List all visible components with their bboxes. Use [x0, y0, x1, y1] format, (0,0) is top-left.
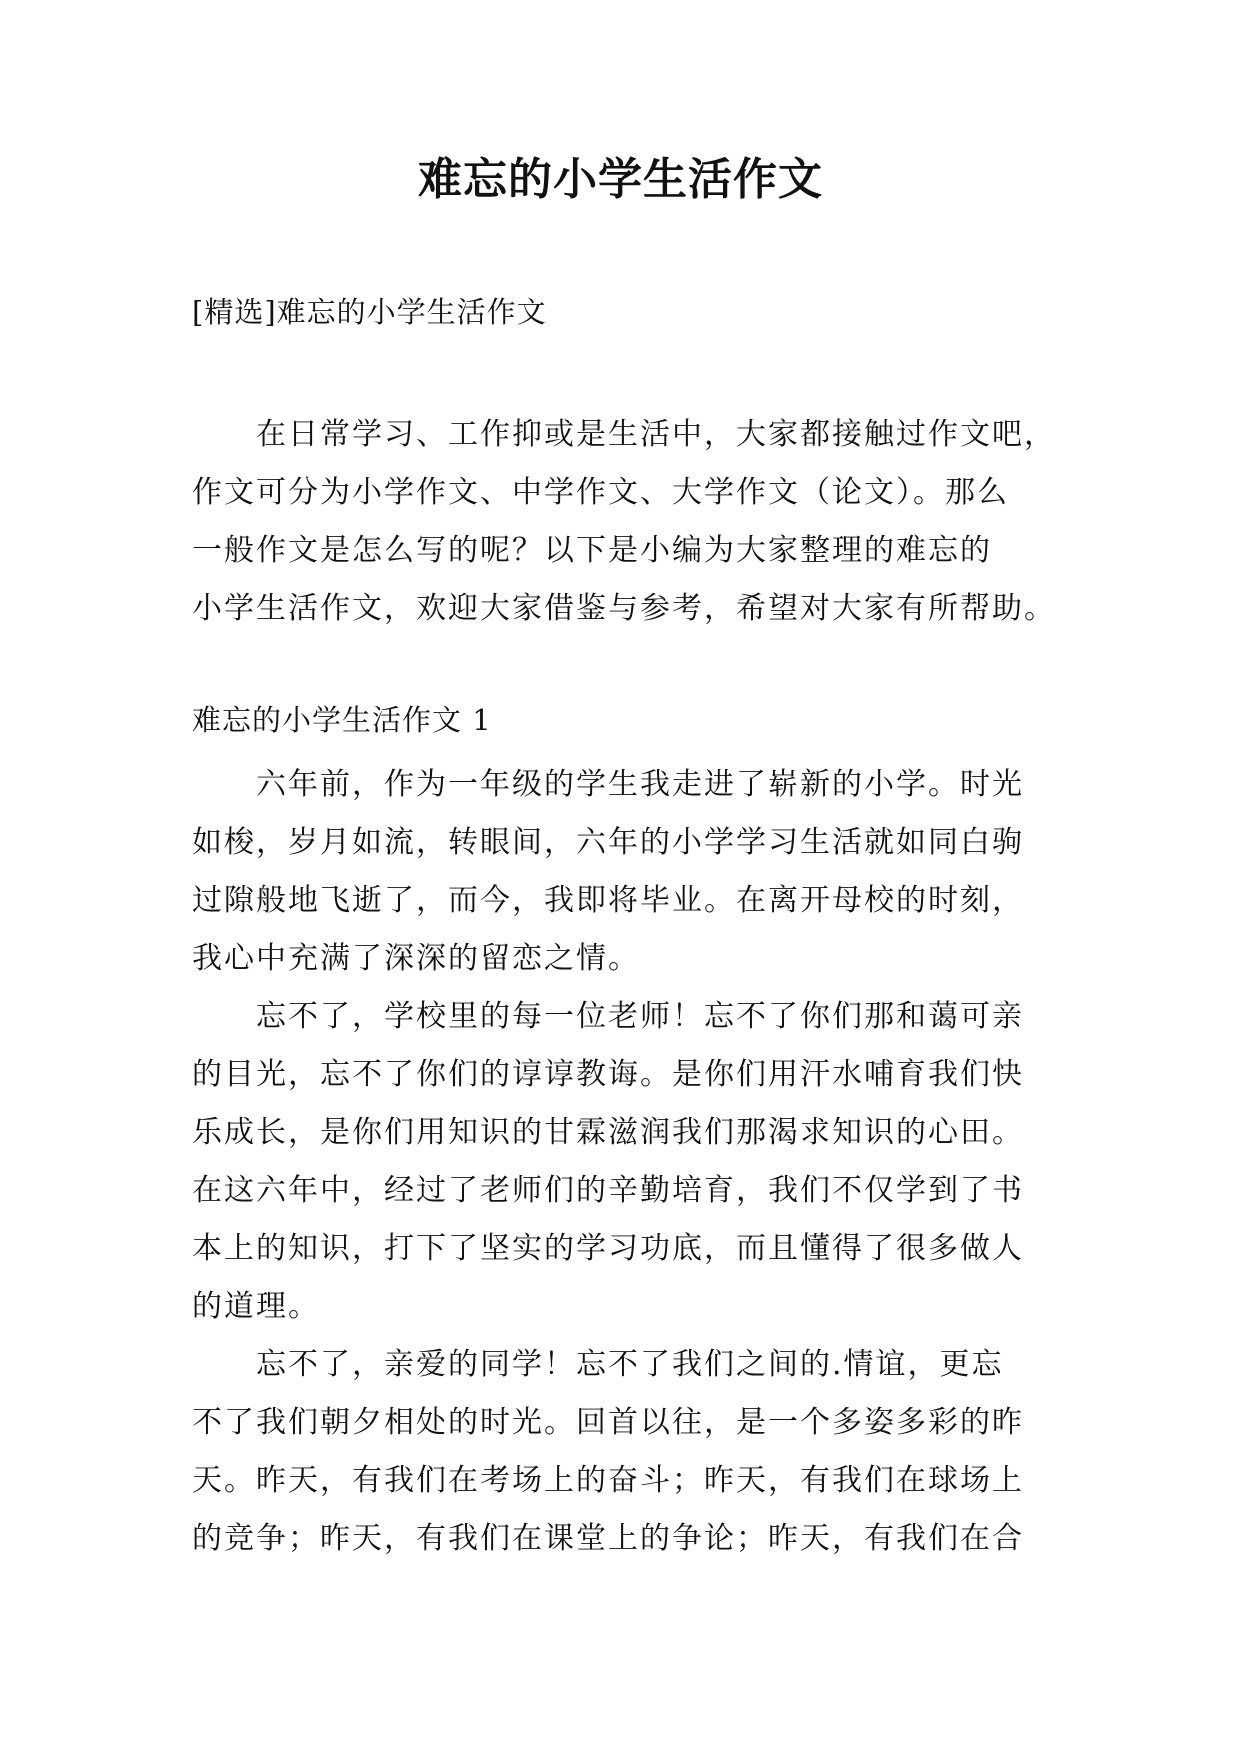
- essay-paragraph: [192, 756, 1072, 988]
- paragraph-line: 六年前，作为一年级的学生我走进了崭新的小学。时光: [256, 767, 1024, 802]
- paragraph-line: 乐成长，是你们用知识的甘霖滋润我们那渴求知识的心田。: [192, 1115, 1024, 1150]
- essay-body: [192, 756, 1072, 1568]
- paragraph-line: 的道理。: [192, 1289, 320, 1324]
- paragraph-line: 的目光，忘不了你们的谆谆教诲。是你们用汗水哺育我们快: [192, 1057, 1024, 1092]
- paragraph-line: 如梭，岁月如流，转眼间，六年的小学学习生活就如同白驹: [192, 825, 1024, 860]
- paragraph-line: 在这六年中，经过了老师们的辛勤培育，我们不仅学到了书: [192, 1173, 1024, 1208]
- paragraph-line: 我心中充满了深深的留恋之情。: [192, 941, 640, 976]
- intro-paragraph: [192, 406, 1072, 638]
- paragraph-line: 本上的知识，打下了坚实的学习功底，而且懂得了很多做人: [192, 1231, 1024, 1266]
- paragraph-line: 的竞争；昨天，有我们在课堂上的争论；昨天，有我们在合: [192, 1521, 1024, 1556]
- paragraph-line: 不了我们朝夕相处的时光。回首以往，是一个多姿多彩的昨: [192, 1405, 1024, 1440]
- essay-paragraph: [192, 988, 1072, 1336]
- paragraph-line: 天。昨天，有我们在考场上的奋斗；昨天，有我们在球场上: [192, 1463, 1024, 1498]
- document-subtitle: [精选]难忘的小学生活作文: [192, 295, 547, 329]
- paragraph-line: 过隙般地飞逝了，而今，我即将毕业。在离开母校的时刻，: [192, 883, 1024, 918]
- intro-line: 作文可分为小学作文、中学作文、大学作文（论文）。那么: [192, 475, 1009, 510]
- intro-line: 小学生活作文，欢迎大家借鉴与参考，希望对大家有所帮助。: [192, 591, 1056, 626]
- essay-paragraph: [192, 1336, 1072, 1568]
- document-title: 难忘的小学生活作文: [418, 154, 823, 205]
- section-heading: 难忘的小学生活作文 1: [192, 703, 492, 737]
- paragraph-line: 忘不了，亲爱的同学！忘不了我们之间的.情谊，更忘: [256, 1347, 1004, 1382]
- intro-line: 在日常学习、工作抑或是生活中，大家都接触过作文吧，: [256, 417, 1056, 452]
- paragraph-line: 忘不了，学校里的每一位老师！忘不了你们那和蔼可亲: [256, 999, 1024, 1034]
- intro-line: 一般作文是怎么写的呢？以下是小编为大家整理的难忘的: [192, 533, 992, 568]
